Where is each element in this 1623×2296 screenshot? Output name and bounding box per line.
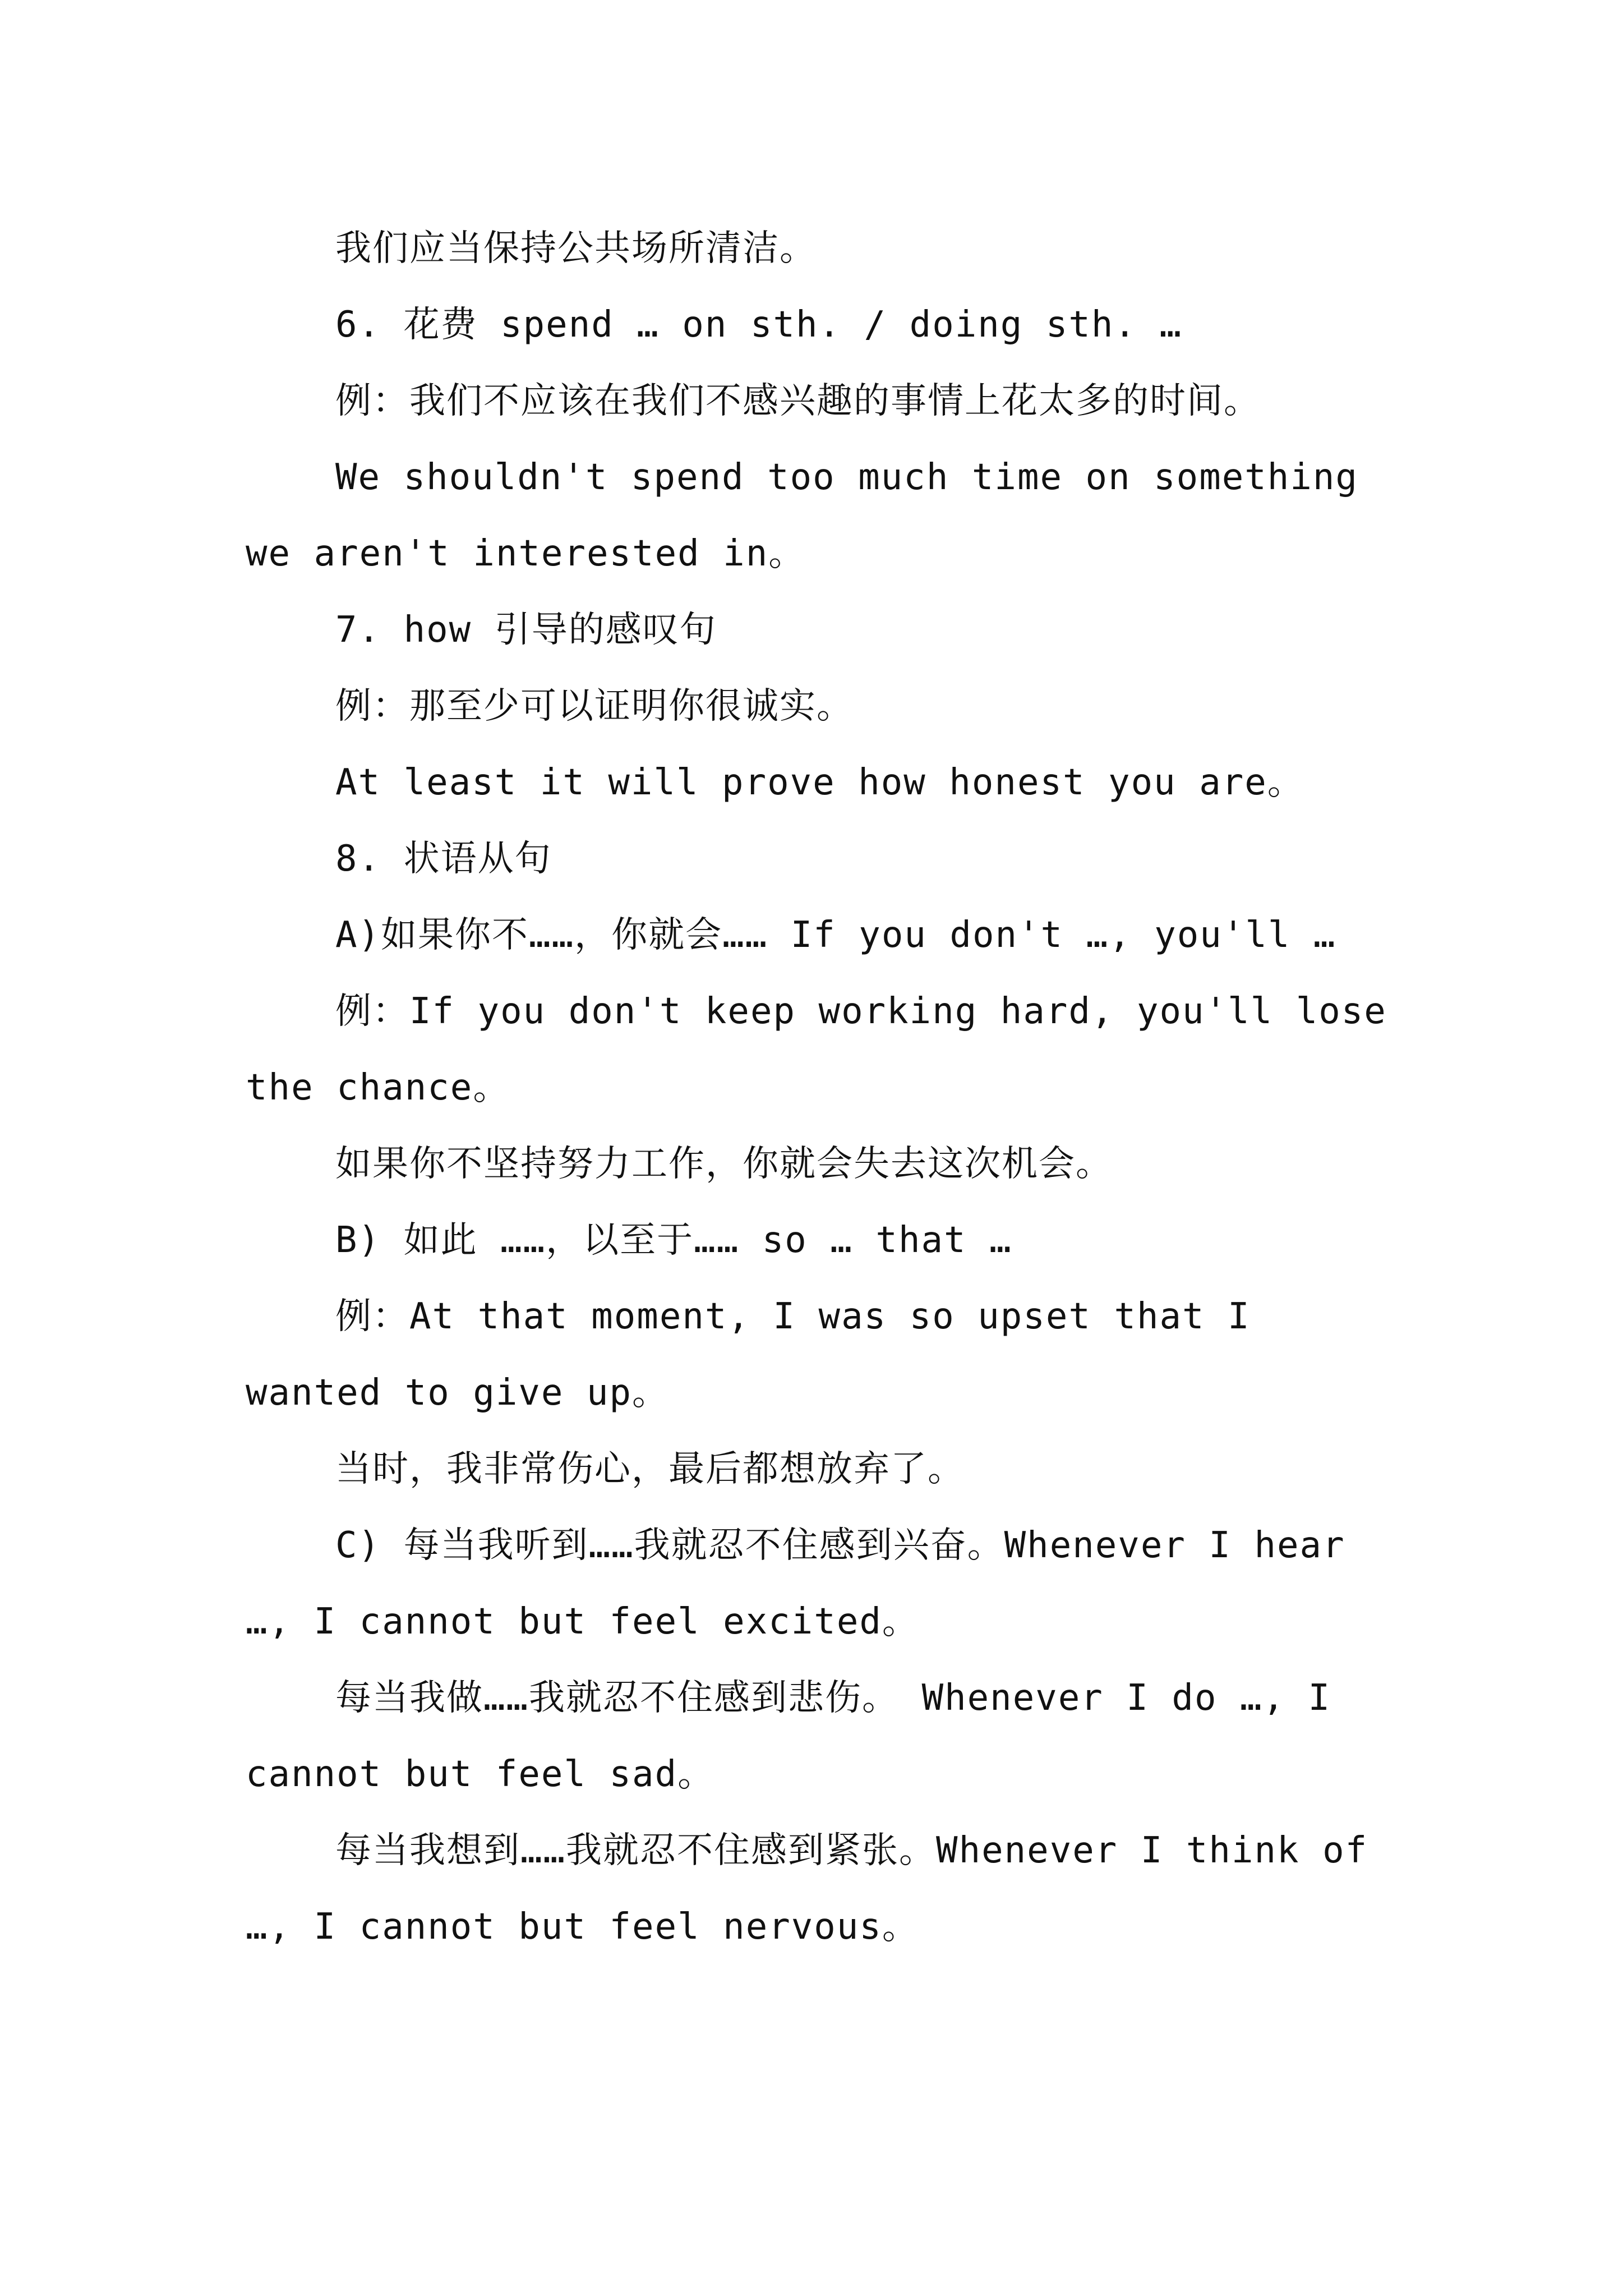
paragraph-so-that-pattern: B) 如此 ……，以至于…… so … that …: [335, 1220, 1012, 1261]
paragraph-so-that-example-cn: 当时，我非常伤心，最后都想放弃了。: [335, 1448, 965, 1490]
paragraph-whenever-hear: C) 每当我听到……我就忍不住感到兴奋。Whenever I hear …, I cannot but feel excited。: [246, 1525, 1345, 1642]
paragraph-spend-heading: 6. 花费 spend … on sth. / doing sth. …: [335, 304, 1183, 346]
document-body: [246, 210, 1390, 1965]
paragraph-whenever-think: 每当我想到……我就忍不住感到紧张。Whenever I think of …, I cannot but feel nervous。: [246, 1830, 1368, 1948]
paragraph-spend-example-cn: 例：我们不应该在我们不感兴趣的事情上花太多的时间。: [335, 380, 1261, 422]
paragraph-if-example-en: 例：If you don't keep working hard, you'll lose the chance。: [246, 991, 1387, 1108]
paragraph-whenever-do: 每当我做……我就忍不住感到悲伤。 Whenever I do …, I cannot but feel sad。: [246, 1677, 1331, 1795]
paragraph-spend-example-en: We shouldn't spend too much time on something we aren't interested in。: [246, 457, 1358, 574]
paragraph-how-example-cn: 例：那至少可以证明你很诚实。: [335, 685, 854, 727]
paragraph-so-that-example-en: 例：At that moment, I was so upset that I wanted to give up。: [246, 1296, 1251, 1414]
paragraph-how-example-en: At least it will prove how honest you are。: [335, 762, 1304, 803]
paragraph-public-places: 我们应当保持公共场所清洁。: [335, 228, 817, 269]
paragraph-adverbial-heading: 8. 状语从句: [335, 838, 552, 880]
paragraph-if-example-cn: 如果你不坚持努力工作，你就会失去这次机会。: [335, 1143, 1113, 1185]
paragraph-if-pattern: A)如果你不……，你就会…… If you don't …, you'll …: [335, 914, 1336, 956]
paragraph-how-heading: 7. how 引导的感叹句: [335, 609, 717, 651]
